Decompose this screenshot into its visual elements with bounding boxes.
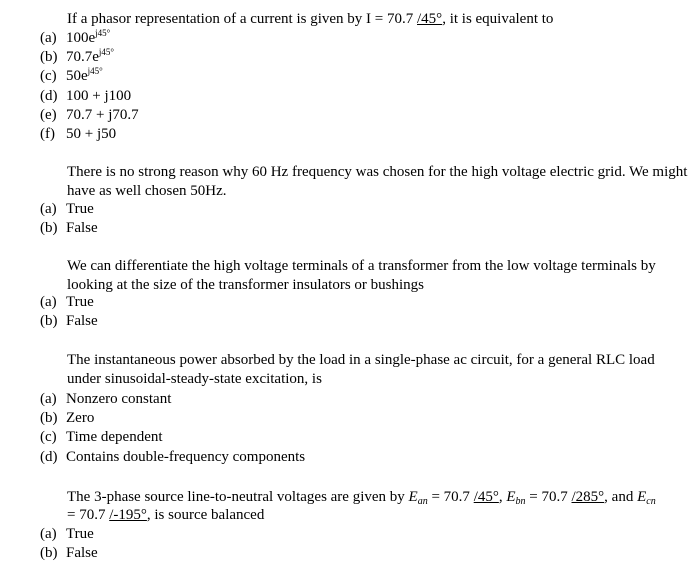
q5-option-b: (b) False: [40, 545, 98, 561]
question-2-stem: There is no strong reason why 60 Hz frequency was chosen for the high voltage electric grid. We might have as well chosen 50Hz.: [67, 164, 688, 199]
q1-option-c: (c) $50e^{j45^\circ}$: [40, 66, 103, 84]
q1-option-b: (b) $70.7e^{j45^\circ}$: [40, 47, 115, 65]
q2-option-a: (a) True: [40, 201, 94, 217]
question-3-stem: We can differentiate the high voltage terminals of a transformer from the low voltage terminals by looking at the size of the transformer insulators or bushings: [67, 258, 656, 293]
q3-option-b: (b) False: [40, 313, 98, 329]
question-1-stem: If a phasor representation of a current is given by I = 70.7 /45°, it is equivalent to: [67, 11, 554, 27]
q4-option-c: (c) Time dependent: [40, 429, 163, 445]
q4-option-a: (a) Nonzero constant: [40, 391, 172, 407]
question-5-stem-line2: = 70.7 /-195°, is source balanced: [67, 507, 265, 523]
question-4-stem: The instantaneous power absorbed by the load in a single-phase ac circuit, for a general RLC load under sinusoidal-steady-state excitation, is: [67, 352, 655, 387]
q4-option-b: (b) Zero: [40, 410, 95, 426]
q1-option-f: (f) 50 + j50: [40, 126, 117, 142]
q5-option-a: (a) True: [40, 526, 94, 542]
phasor-angle: /45°: [417, 11, 443, 27]
q3-option-a: (a) True: [40, 294, 94, 310]
q2-option-b: (b) False: [40, 220, 98, 236]
question-5-stem-line1: The 3-phase source line-to-neutral voltages are given by $E_{an} = 70.7$ /45°, $E_{bn} = 70.7$ /285°, and $E_{cn}$: [67, 489, 656, 507]
q4-option-d: (d) Contains double-frequency components: [40, 449, 306, 465]
q1-option-e: (e) 70.7 + j70.7: [40, 107, 139, 123]
q1-option-a: (a) $100e^{j45^\circ}$: [40, 28, 111, 46]
q1-option-d: (d) 100 + j100: [40, 88, 132, 104]
